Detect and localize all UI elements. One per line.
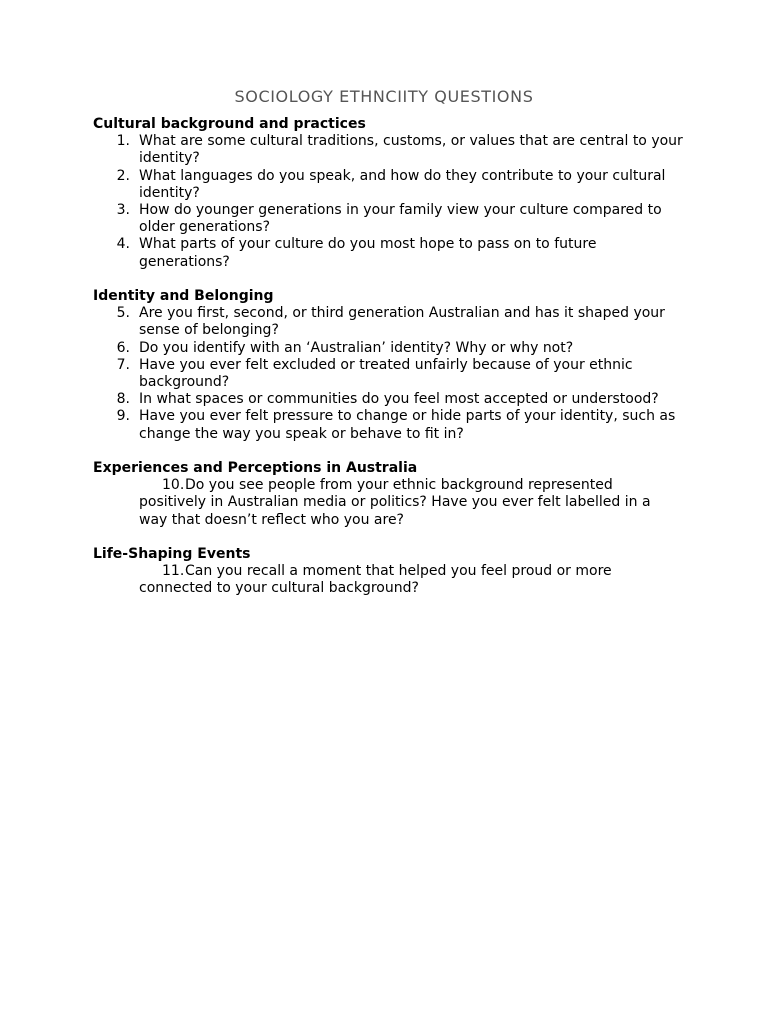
question-item — [93, 236, 683, 270]
question-list — [93, 563, 683, 597]
section-cultural-background — [93, 116, 683, 271]
question-text: What parts of your culture do you most hope to pass on to future generations? — [139, 236, 597, 270]
question-item — [93, 305, 683, 339]
question-item — [93, 133, 683, 167]
question-item — [93, 563, 683, 597]
question-item — [93, 340, 683, 357]
question-number: 9. — [116, 408, 130, 425]
document-body — [93, 116, 683, 615]
section-heading: Cultural background and practices — [93, 116, 366, 132]
question-item — [93, 202, 683, 236]
question-item — [93, 357, 683, 391]
question-item — [93, 477, 683, 529]
question-text: What languages do you speak, and how do they contribute to your cultural identity? — [139, 167, 666, 201]
question-text: Can you recall a moment that helped you feel proud or more connected to your cultural background? — [139, 563, 612, 597]
question-number: 6. — [116, 339, 130, 356]
question-text: Have you ever felt excluded or treated unfairly because of your ethnic background? — [139, 356, 633, 391]
question-text: In what spaces or communities do you feel most accepted or understood? — [139, 391, 659, 408]
question-item — [93, 391, 683, 408]
question-number: 8. — [116, 391, 130, 408]
section-experiences-perceptions — [93, 460, 683, 529]
question-number: 2. — [116, 167, 130, 184]
question-list — [93, 133, 683, 271]
question-number: 5. — [116, 305, 130, 322]
question-list — [93, 305, 683, 443]
question-number: 11. — [162, 563, 185, 580]
question-text: Do you identify with an ‘Australian’ identity? Why or why not? — [139, 339, 574, 356]
question-item — [93, 408, 683, 442]
question-number: 1. — [116, 133, 130, 150]
section-heading: Identity and Belonging — [93, 288, 274, 305]
question-text: Do you see people from your ethnic background represented positively in Australian media or politics? Have you ever felt labelled in a way that doesn’t reflect who you are? — [139, 477, 651, 528]
question-number: 4. — [116, 236, 130, 253]
section-identity-belonging — [93, 288, 683, 443]
question-text: Are you first, second, or third generation Australian and has it shaped your sense of belonging? — [139, 305, 665, 339]
question-number: 7. — [116, 356, 130, 373]
question-text: What are some cultural traditions, customs, or values that are central to your identity? — [139, 133, 683, 167]
question-number: 3. — [116, 202, 130, 219]
document-title: SOCIOLOGY ETHNCIITY QUESTIONS — [234, 87, 534, 106]
section-heading: Experiences and Perceptions in Australia — [93, 460, 418, 477]
question-number: 10. — [162, 477, 185, 494]
question-list — [93, 477, 683, 529]
question-text: Have you ever felt pressure to change or hide parts of your identity, such as change the way you speak or behave to fit in? — [139, 408, 676, 442]
question-item — [93, 168, 683, 202]
question-text: How do younger generations in your family view your culture compared to older generations? — [139, 202, 662, 236]
section-heading: Life-Shaping Events — [93, 546, 251, 563]
section-life-shaping-events — [93, 546, 683, 598]
